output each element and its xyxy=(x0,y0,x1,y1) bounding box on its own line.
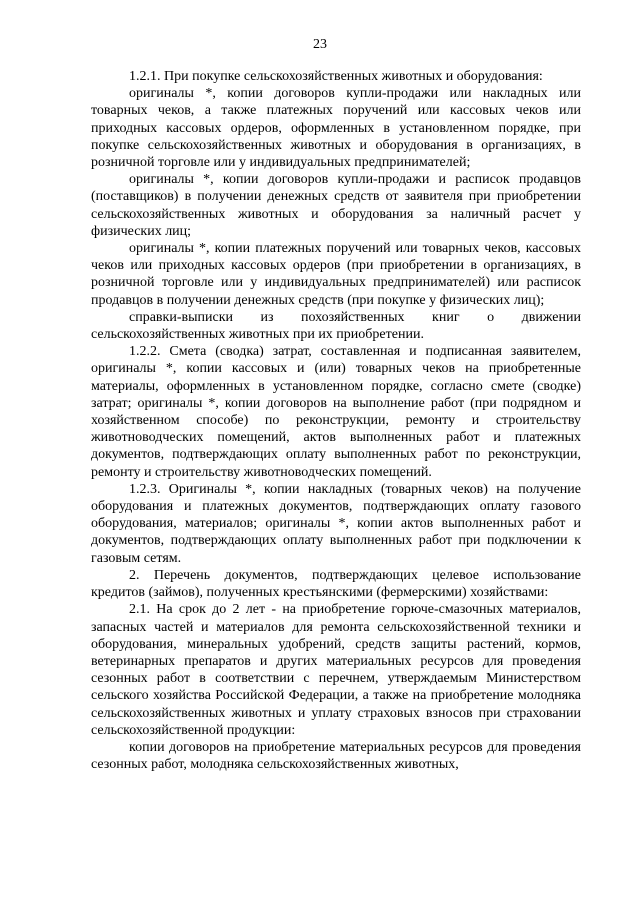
paragraph-originals-payment: оригиналы *, копии платежных поручений или товарных чеков, кассовых чеков или приходных кассовых ордеров (при приобретении в организациях, в розничной торговле или у индивидуальных предпринимателей) или расписок продавцов в получении денежных средств (при покупке у физических лиц); xyxy=(91,241,581,308)
paragraph-1-2-3: 1.2.3. Оригиналы *, копии накладных (товарных чеков) на получение оборудования и платежных документов, подтверждающих оплату газового оборудования, материалов; оригиналы *, копии актов выполненных работ и документов, подтверждающих оплату выполненных работ при подключении к газовым сетям. xyxy=(91,481,581,566)
paragraph-1-2-1: 1.2.1. При покупке сельскохозяйственных животных и оборудования: xyxy=(129,69,543,84)
paragraph-extracts: справки-выписки из похозяйственных книг о движении сельскохозяйственных животных при их приобретении. xyxy=(91,309,581,343)
document-body xyxy=(91,68,581,773)
paragraph-1-2-2: 1.2.2. Смета (сводка) затрат, составленная и подписанная заявителем, оригиналы *, копии кассовых и (или) товарных чеков на приобретенные материалы, оформленных в установленном порядке, согласно смете (сводке) затрат; оригиналы *, копии договоров на выполнение работ (при подрядном и хозяйственном способе) по реконструкции, ремонту и строительству животноводческих помещений, актов выполненных работ и платежных документов, подтверждающих оплату выполненных работ по реконструкции, ремонту и строительству животноводческих помещений. xyxy=(91,344,581,480)
paragraph-contract-copies: копии договоров на приобретение материальных ресурсов для проведения сезонных работ, молодняка сельскохозяйственных животных, xyxy=(91,739,581,773)
page-number: 23 xyxy=(313,37,327,52)
paragraph-originals-cash: оригиналы *, копии договоров купли-продажи и расписок продавцов (поставщиков) в получении денежных средств от заявителя при приобретении сельскохозяйственных животных и оборудования за наличный расчет у физических лиц; xyxy=(91,172,581,239)
paragraph-2: 2. Перечень документов, подтверждающих целевое использование кредитов (займов), полученных крестьянскими (фермерскими) хозяйствами: xyxy=(91,567,581,601)
paragraph-2-1: 2.1. На срок до 2 лет - на приобретение горюче-смазочных материалов, запасных частей и материалов для ремонта сельскохозяйственной техники и оборудования, минеральных удобрений, средств защиты растений, кормов, ветеринарных препаратов и других материальных ресурсов для проведения сезонных работ в соответствии с перечнем, утверждаемым Министерством сельского хозяйства Российской Федерации, а также на приобретение молодняка сельскохозяйственных животных и уплату страховых взносов при страховании сельскохозяйственной продукции: xyxy=(91,602,581,738)
paragraph-originals-purchase: оригиналы *, копии договоров купли-продажи или накладных или товарных чеков, а также платежных поручений или кассовых чеков или приходных кассовых ордеров, оформленных в установленном порядке, при покупке сельскохозяйственных животных и оборудования в организациях, в розничной торговле или у индивидуальных предпринимателей; xyxy=(91,86,581,171)
